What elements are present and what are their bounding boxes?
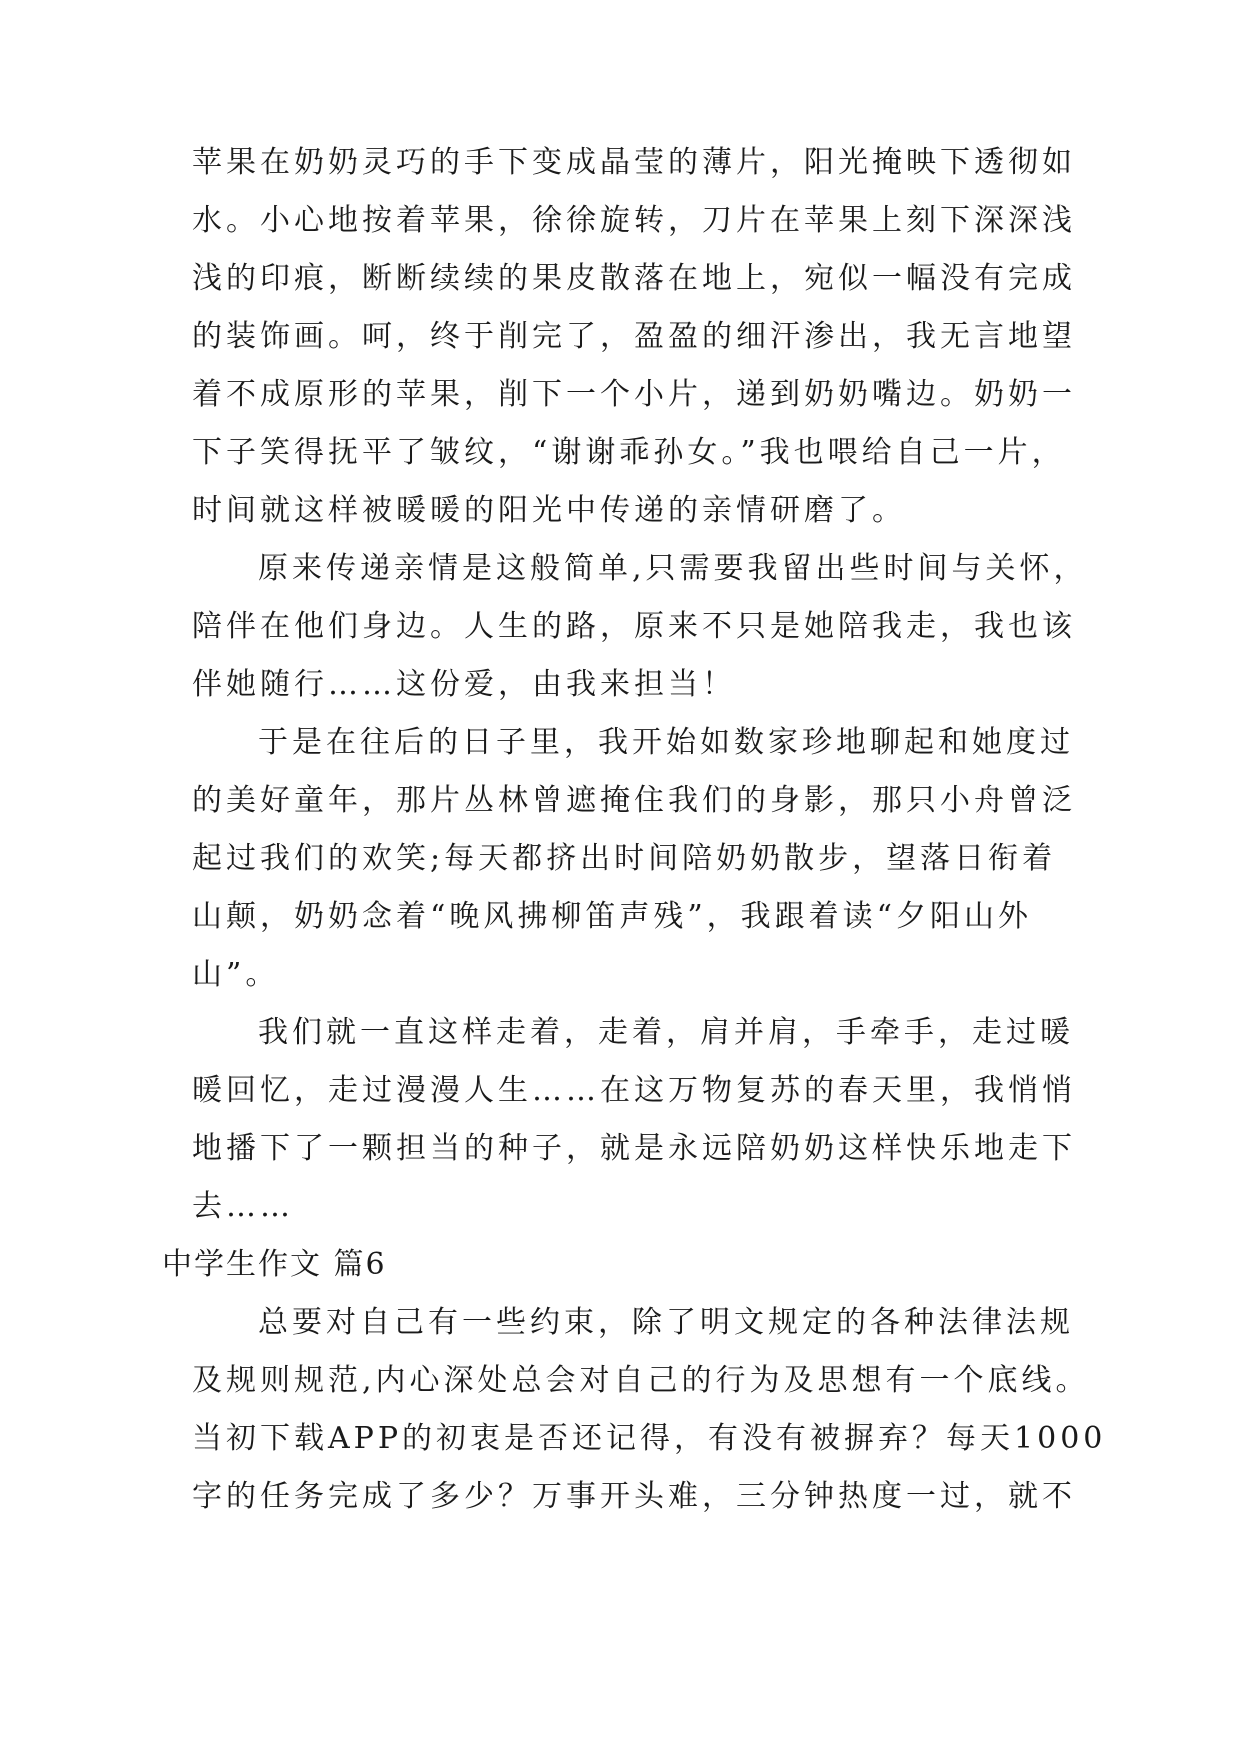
text-line: 去…… bbox=[192, 1189, 294, 1224]
text-line: 的装饰画。呵，终于削完了，盈盈的细汗渗出，我无言地望 bbox=[192, 319, 1076, 354]
text-line: 及规则规范,内心深处总会对自己的行为及思想有一个底线。 bbox=[192, 1363, 1090, 1398]
text-line: 暖回忆，走过漫漫人生……在这万物复苏的春天里，我悄悄 bbox=[192, 1073, 1076, 1108]
text-line: 字的任务完成了多少？万事开头难，三分钟热度一过，就不 bbox=[192, 1479, 1076, 1514]
document-body bbox=[162, 134, 1107, 1526]
text-line: 苹果在奶奶灵巧的手下变成晶莹的薄片，阳光掩映下透彻如 bbox=[192, 145, 1076, 180]
paragraph-first-line: 原来传递亲情是这般简单,只需要我留出些时间与关怀， bbox=[258, 551, 1088, 586]
text-line: 水。小心地按着苹果，徐徐旋转，刀片在苹果上刻下深深浅 bbox=[192, 203, 1076, 238]
text-line: 当初下载APP的初衷是否还记得，有没有被摒弃？每天1000 bbox=[192, 1421, 1107, 1456]
paragraph-first-line: 总要对自己有一些约束，除了明文规定的各种法律法规 bbox=[258, 1305, 1074, 1340]
paragraph-first-line: 于是在往后的日子里，我开始如数家珍地聊起和她度过 bbox=[258, 725, 1074, 760]
text-line: 时间就这样被暖暖的阳光中传递的亲情研磨了。 bbox=[192, 493, 906, 528]
text-line: 山颠，奶奶念着“晚风拂柳笛声残”，我跟着读“夕阳山外 bbox=[192, 899, 1033, 934]
paragraph-first-line: 我们就一直这样走着，走着，肩并肩，手牵手，走过暖 bbox=[258, 1015, 1074, 1050]
text-line: 的美好童年，那片丛林曾遮掩住我们的身影，那只小舟曾泛 bbox=[192, 783, 1076, 818]
text-line: 下子笑得抚平了皱纹，“谢谢乖孙女。”我也喂给自己一片， bbox=[192, 435, 1066, 470]
text-line: 陪伴在他们身边。人生的路，原来不只是她陪我走，我也该 bbox=[192, 609, 1076, 644]
text-line: 起过我们的欢笑;每天都挤出时间陪奶奶散步，望落日衔着 bbox=[192, 841, 1057, 876]
text-line: 伴她随行……这份爱，由我来担当！ bbox=[192, 667, 736, 702]
section-heading: 中学生作文 篇6 bbox=[162, 1247, 387, 1282]
text-line: 浅的印痕，断断续续的果皮散落在地上，宛似一幅没有完成 bbox=[192, 261, 1076, 296]
text-line: 山”。 bbox=[192, 957, 280, 992]
text-line: 地播下了一颗担当的种子，就是永远陪奶奶这样快乐地走下 bbox=[192, 1131, 1076, 1166]
text-line: 着不成原形的苹果，削下一个小片，递到奶奶嘴边。奶奶一 bbox=[192, 377, 1076, 412]
